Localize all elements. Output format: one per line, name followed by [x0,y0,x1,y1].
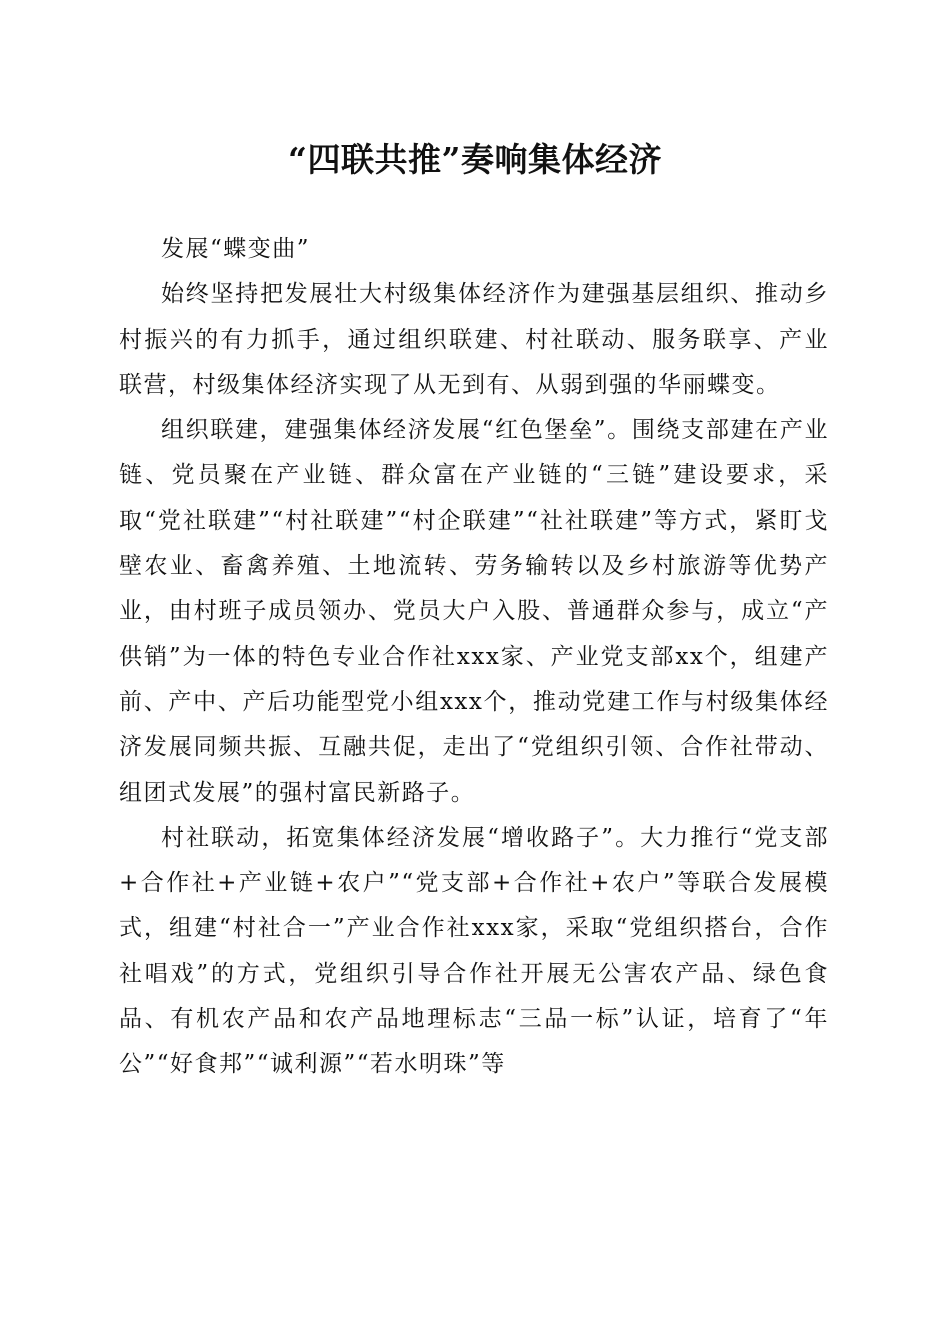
paragraph-organization-joint-building: 组织联建，建强集体经济发展“红色堡垒”。围绕支部建在产业链、党员聚在产业链、群众富在产业链的“三链”建设要求，采取“党社联建”“村社联建”“村企联建”“社社联建”等方式，紧盯戈壁农业、畜禽养殖、土地流转、劳务输转以及乡村旅游等优势产业，由村班子成员领办、党员大户入股、普通群众参与，成立“产供销”为一体的特色专业合作社xxx家、产业党支部xx个，组建产前、产中、产后功能型党小组xxx个，推动党建工作与村级集体经济发展同频共振、互融共促，走出了“党组织引领、合作社带动、组团式发展”的强村富民新路子。 [119,417,829,806]
subheading-line: 发展“蝶变曲” [161,236,311,262]
paragraph-intro: 始终坚持把发展壮大村级集体经济作为建强基层组织、推动乡村振兴的有力抓手，通过组织联建、村社联动、服务联享、产业联营，村级集体经济实现了从无到有、从弱到强的华丽蝶变。 [119,281,829,398]
document-body [119,227,829,1088]
document-title: “四联共推”奏响集体经济 [288,140,662,179]
paragraph-village-cooperative-linkage: 村社联动，拓宽集体经济发展“增收路子”。大力推行“党支部+合作社+产业链+农户”“党支部+合作社+农户”等联合发展模式，组建“村社合一”产业合作社xxx家，采取“党组织搭台，合作社唱戏”的方式，党组织引导合作社开展无公害农产品、绿色食品、有机农产品和农产品地理标志“三品一标”认证，培育了“年公”“好食邦”“诚利源”“若水明珠”等 [119,824,829,1078]
